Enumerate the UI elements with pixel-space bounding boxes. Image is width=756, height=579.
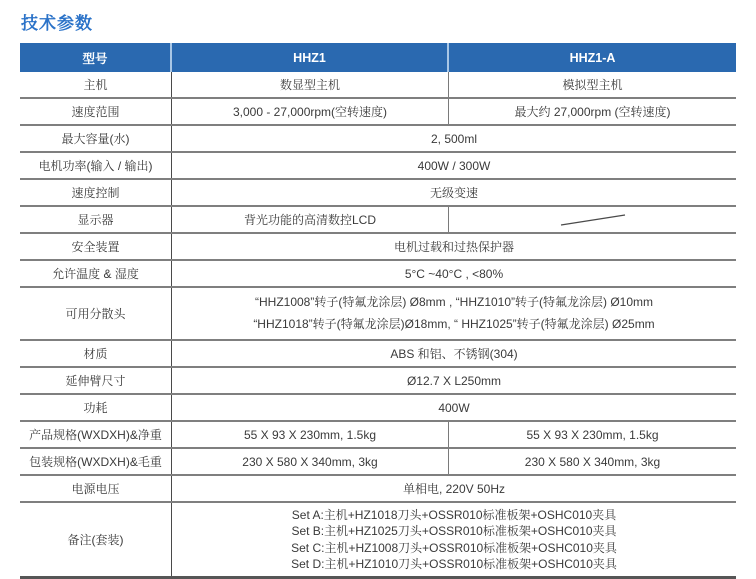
row-label: 备注(套装) — [20, 503, 172, 576]
table-row-safety-device — [20, 234, 736, 261]
row-label: 产品规格(WXDXH)&净重 — [20, 422, 172, 447]
table-row-product-size-weight — [20, 422, 736, 449]
row-label: 可用分散头 — [20, 288, 172, 339]
spec-table — [20, 43, 736, 579]
cell-merged: Ø12.7 X L250mm — [406, 373, 502, 388]
cell-hhz1a: 230 X 580 X 340mm, 3kg — [524, 454, 661, 469]
cell-hhz1a — [449, 207, 736, 232]
row-label: 材质 — [20, 341, 172, 366]
cell-hhz1: 3,000 - 27,000rpm(空转速度) — [172, 99, 449, 124]
table-row-package-size-weight — [20, 449, 736, 476]
cell-merged: 400W / 300W — [417, 158, 491, 173]
cell-hhz1a: 55 X 93 X 230mm, 1.5kg — [526, 427, 659, 442]
cell-merged: 2, 500ml — [430, 131, 478, 146]
row-label: 电源电压 — [20, 476, 172, 501]
table-row-motor-power — [20, 153, 736, 180]
cell-merged: 400W — [438, 400, 470, 415]
table-row-extension-arm — [20, 368, 736, 395]
dispersing-head-line: “HHZ1008”转子(特氟龙涂层) Ø8mm , “HHZ1010”转子(特氟龙涂层) Ø10mm — [254, 295, 654, 309]
cell-hhz1: 55 X 93 X 230mm, 1.5kg — [172, 422, 449, 447]
cell-merged: 无级变速 — [429, 186, 478, 200]
row-label: 包装规格(WXDXH)&毛重 — [20, 449, 172, 474]
cell-hhz1: 230 X 580 X 340mm, 3kg — [172, 449, 449, 474]
row-label: 主机 — [20, 72, 172, 97]
not-applicable-slash-icon — [557, 212, 629, 228]
table-row-power-voltage — [20, 476, 736, 503]
page-title: 技术参数 — [21, 14, 93, 33]
row-label: 速度范围 — [20, 99, 172, 124]
row-label: 允许温度 & 湿度 — [20, 261, 172, 286]
table-row-remarks-sets — [20, 503, 736, 579]
cell-hhz1: 背光功能的高清数控LCD — [172, 207, 449, 232]
cell-merged: ABS 和铝、不锈钢(304) — [390, 347, 518, 362]
header-cell-hhz1: HHZ1 — [172, 43, 449, 72]
row-label: 功耗 — [20, 395, 172, 420]
cell-merged — [172, 503, 736, 576]
row-label: 最大容量(水) — [20, 126, 172, 151]
table-row-temp-humidity — [20, 261, 736, 288]
row-label: 电机功率(输入 / 输出) — [20, 153, 172, 178]
cell-hhz1: 数显型主机 — [172, 72, 449, 97]
header-cell-model: 型号 — [20, 43, 172, 72]
set-line: Set A:主机+HZ1018刀头+OSSR010标准板架+OSHC010夹具 — [291, 508, 617, 523]
cell-hhz1a: 模拟型主机 — [562, 78, 623, 92]
table-row-display — [20, 207, 736, 234]
row-label: 延伸臂尺寸 — [20, 368, 172, 393]
set-line: Set D:主机+HZ1010刀头+OSSR010标准板架+OSHC010夹具 — [291, 556, 617, 571]
set-line: Set C:主机+HZ1008刀头+OSSR010标准板架+OSHC010夹具 — [291, 540, 617, 555]
cell-merged — [172, 288, 736, 339]
table-row-material — [20, 341, 736, 368]
table-row-dispersing-heads — [20, 288, 736, 341]
header-cell-hhz1a: HHZ1-A — [569, 50, 616, 65]
cell-merged: 5°C ~40°C , <80% — [404, 266, 504, 281]
table-header-row — [20, 43, 736, 72]
table-row-speed-control — [20, 180, 736, 207]
table-row-speed-range — [20, 99, 736, 126]
dispersing-head-line: “HHZ1018”转子(特氟龙涂层)Ø18mm, “ HHZ1025”转子(特氟龙涂层) Ø25mm — [253, 316, 655, 331]
row-label: 安全装置 — [20, 234, 172, 259]
table-row-host — [20, 72, 736, 99]
cell-merged: 电机过载和过热保护器 — [393, 240, 514, 254]
row-label: 速度控制 — [20, 180, 172, 205]
cell-hhz1a: 最大约 27,000rpm (空转速度) — [514, 105, 671, 119]
table-row-power-consumption — [20, 395, 736, 422]
cell-merged: 单相电, 220V 50Hz — [402, 482, 506, 497]
row-label: 显示器 — [20, 207, 172, 232]
table-row-max-capacity — [20, 126, 736, 153]
set-line: Set B:主机+HZ1025刀头+OSSR010标准板架+OSHC010夹具 — [291, 524, 617, 539]
